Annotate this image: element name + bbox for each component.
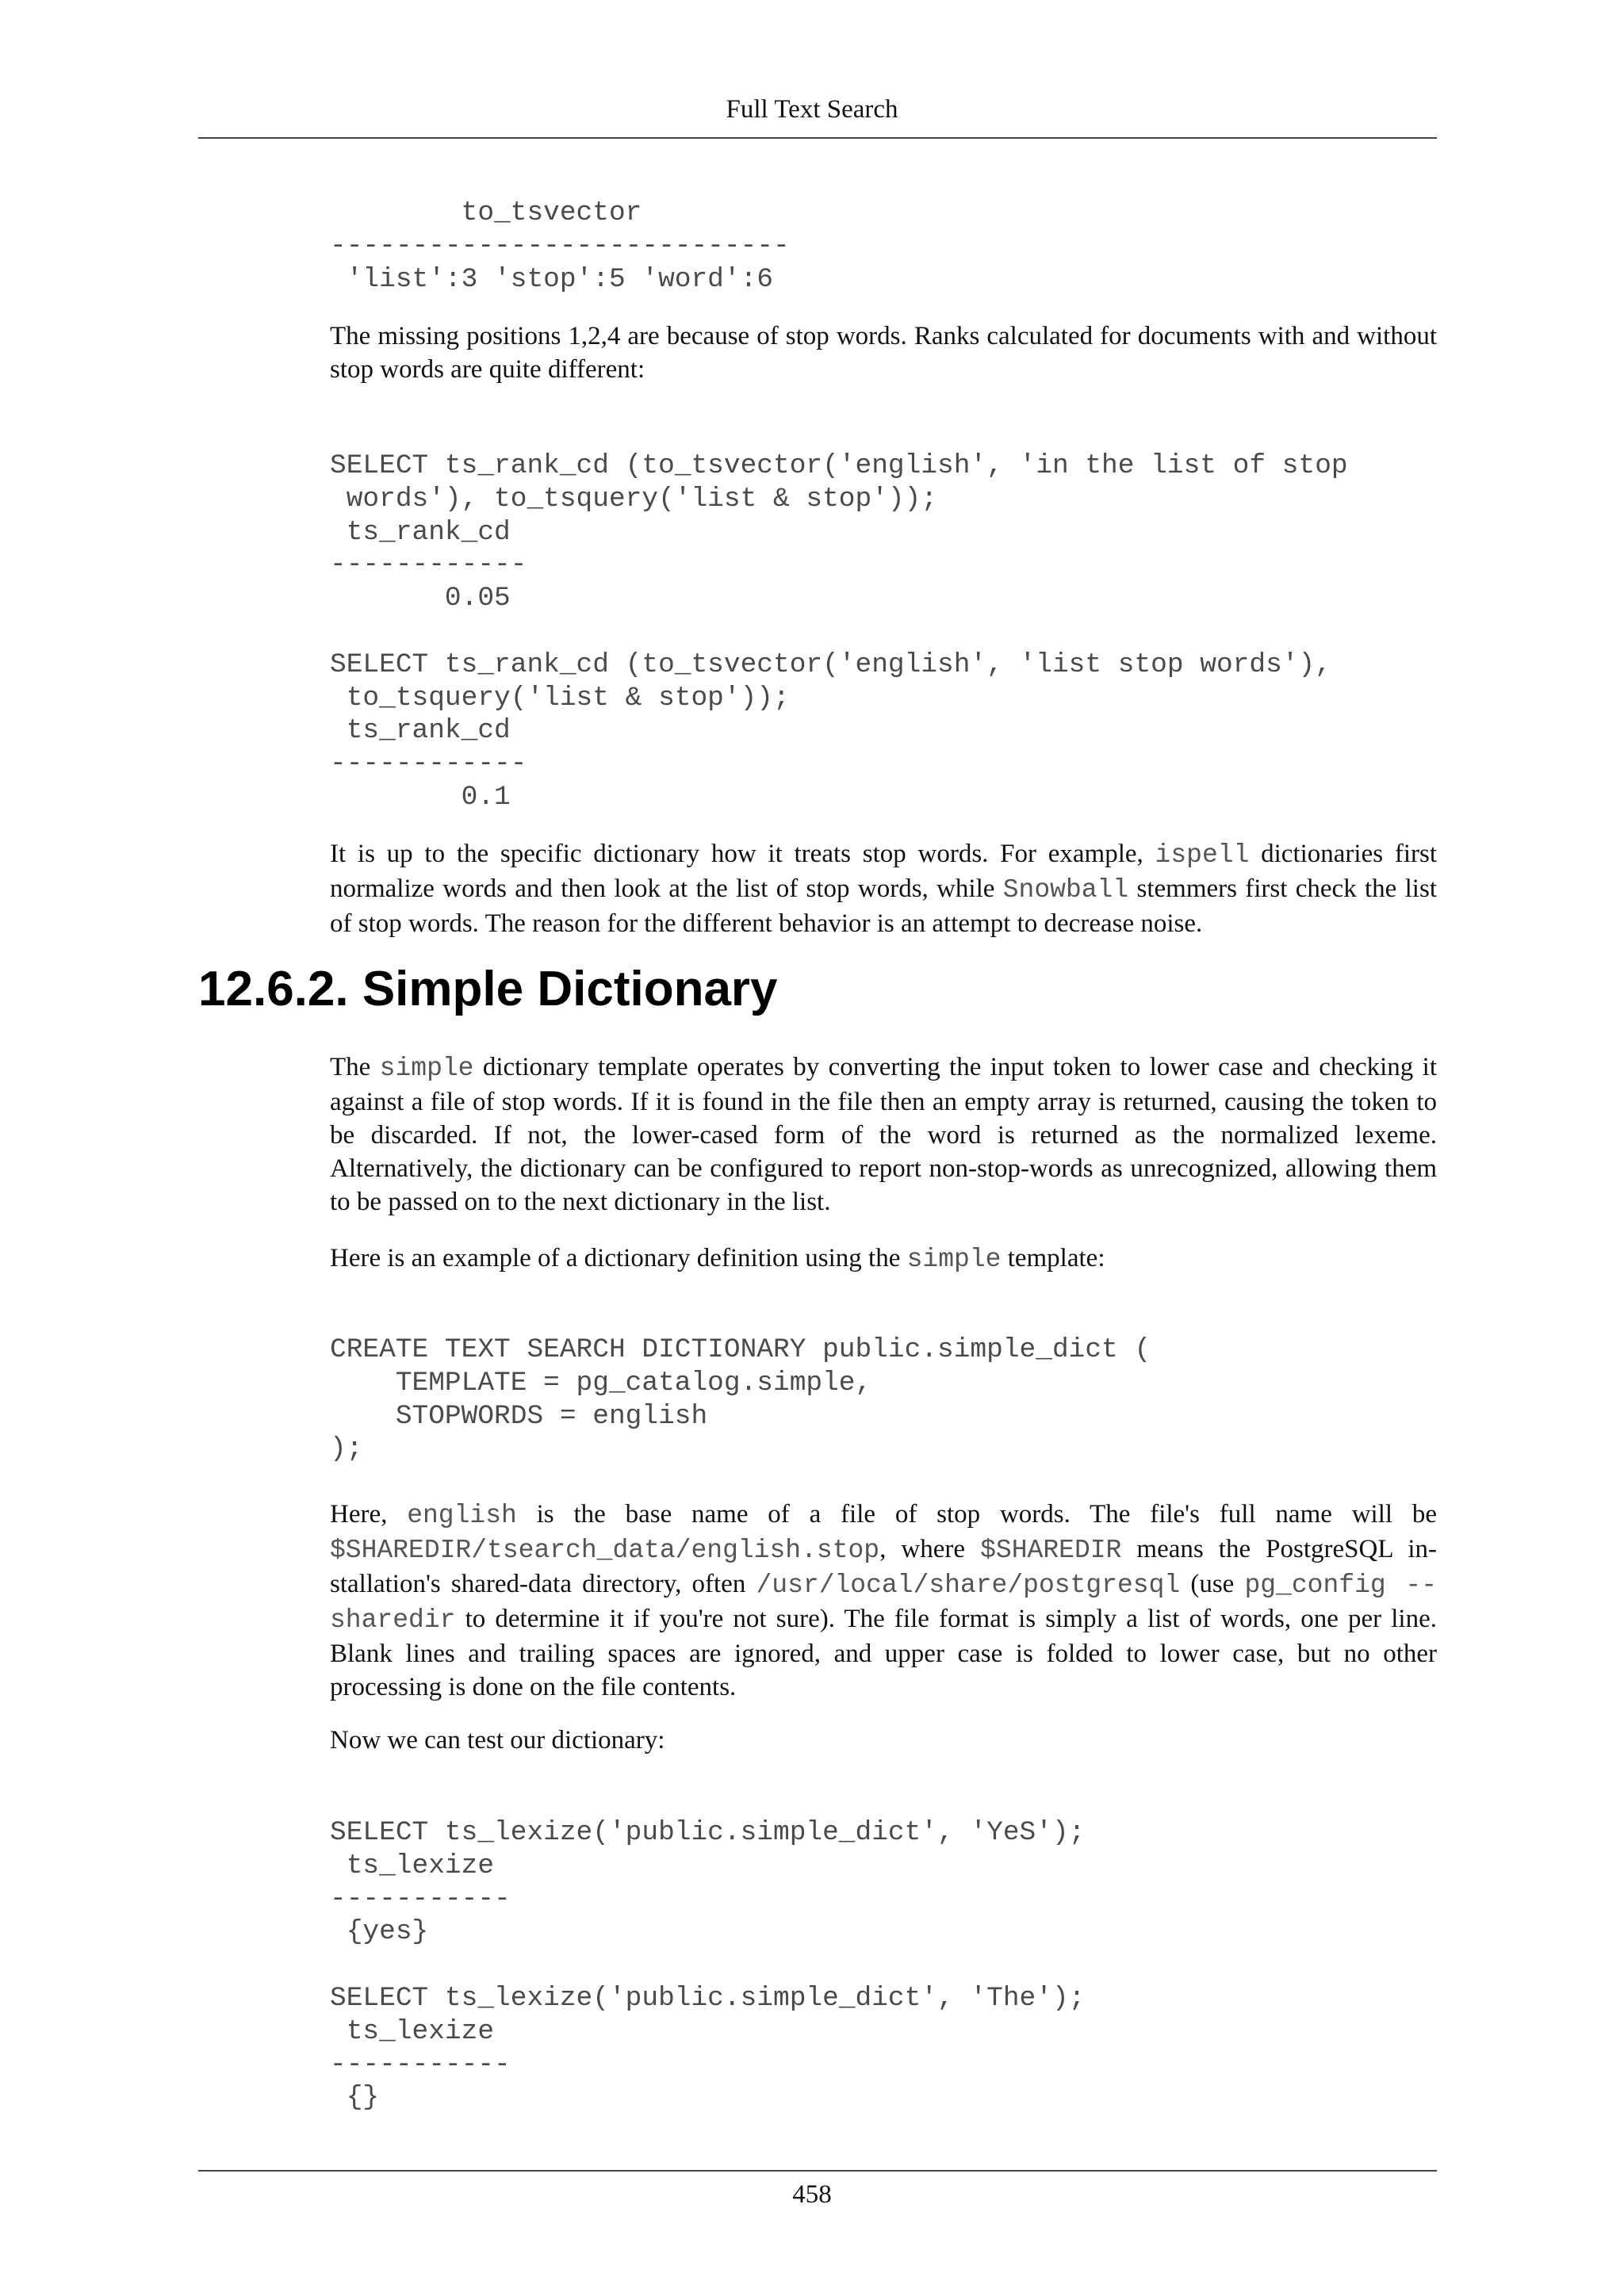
inline-code-pg-config: pg_config --sharedir: [330, 1571, 1438, 1635]
text-run: It is up to the specific dictionary how it treats stop words. For example,: [330, 840, 1155, 868]
text-run: (use: [1180, 1570, 1245, 1598]
code-block-ts-lexize: SELECT ts_lexize('public.simple_dict', 'YeS'); ts_lexize ----------- {yes} SELECT ts_lexize('public.simple_dict', 'The'); ts_lexize ----------- {}: [330, 1817, 1086, 2114]
paragraph-test-dictionary: Now we can test our dictionary:: [330, 1726, 665, 1755]
text-run: is the base name of a file of stop words. The file's full name will be: [516, 1500, 1437, 1529]
paragraph-missing-positions: The missing positions 1,2,4 are because of stop words. Ranks calculated for documents with and without stop words are quite different:: [330, 322, 1437, 384]
inline-code-ispell: ispell: [1155, 840, 1250, 870]
code-block-tsvector-output: to_tsvector ---------------------------- 'list':3 'stop':5 'word':6: [330, 197, 790, 295]
text-run: to determine it if you're not sure). The file format is simply a list of words, one per line. Blank lines and trailing spaces are ignored, and upper case is folded to lower case, but no other processing is done on the file contents.: [330, 1605, 1437, 1701]
text-run: dictionaries first normalize words and then look at the list of stop words, while: [330, 840, 1437, 903]
page-number: 458: [792, 2180, 832, 2209]
running-header: Full Text Search: [726, 95, 898, 124]
header-rule: [198, 137, 1437, 139]
paragraph-stop-words-handling: [330, 837, 1437, 940]
text-run: Here,: [330, 1500, 408, 1529]
code-block-ts-rank-cd: SELECT ts_rank_cd (to_tsvector('english', 'in the list of stop words'), to_tsquery('list & stop')); ts_rank_cd ------------ 0.05 SELECT ts_rank_cd (to_tsvector('english', 'list stop words'), to_tsquery('list & stop')); ts_rank_cd ------------ 0.1: [330, 450, 1348, 813]
paragraph-simple-template: [330, 1050, 1437, 1219]
inline-code-stop-file-path: $SHAREDIR/tsearch_data/english.stop: [330, 1536, 880, 1565]
text-run: , where: [879, 1535, 981, 1563]
footer-rule: [198, 2170, 1437, 2172]
code-block-create-dictionary: CREATE TEXT SEARCH DICTIONARY public.simple_dict ( TEMPLATE = pg_catalog.simple, STOPWORDS = english );: [330, 1334, 1151, 1465]
text-run: Here is an example of a dictionary definition using the: [330, 1244, 907, 1272]
text-run: means the PostgreSQL in-stallation's shared-data directory, often: [330, 1535, 1437, 1598]
section-heading: 12.6.2. Simple Dictionary: [198, 962, 778, 1016]
text-run: template:: [1001, 1244, 1105, 1272]
inline-code-snowball: Snowball: [1002, 875, 1129, 905]
text-run: dictionary template operates by converting the input token to lower case and checking it against a file of stop words. If it is found in the file then an empty array is returned, causing the token to be discarded. If not, the lower-cased form of the word is returned as the normalized lexeme. Alternatively, the dictionary can be configured to report non-stop-words as unrecognized, allowing them to be passed on to the next dictionary in the list.: [330, 1053, 1437, 1216]
paragraph-stopwords-file: [330, 1498, 1437, 1704]
paragraph-definition-example: [330, 1242, 1437, 1276]
inline-code-share-path: /usr/local/share/postgresql: [756, 1571, 1181, 1600]
inline-code-sharedir: $SHAREDIR: [980, 1536, 1122, 1565]
text-run: stemmers first check the list of stop words. The reason for the different behavior is an attempt to decrease noise.: [330, 874, 1437, 938]
inline-code-english: english: [407, 1501, 517, 1530]
inline-code-simple: simple: [906, 1245, 1002, 1274]
text-run: The: [330, 1053, 380, 1081]
inline-code-simple: simple: [379, 1054, 474, 1083]
